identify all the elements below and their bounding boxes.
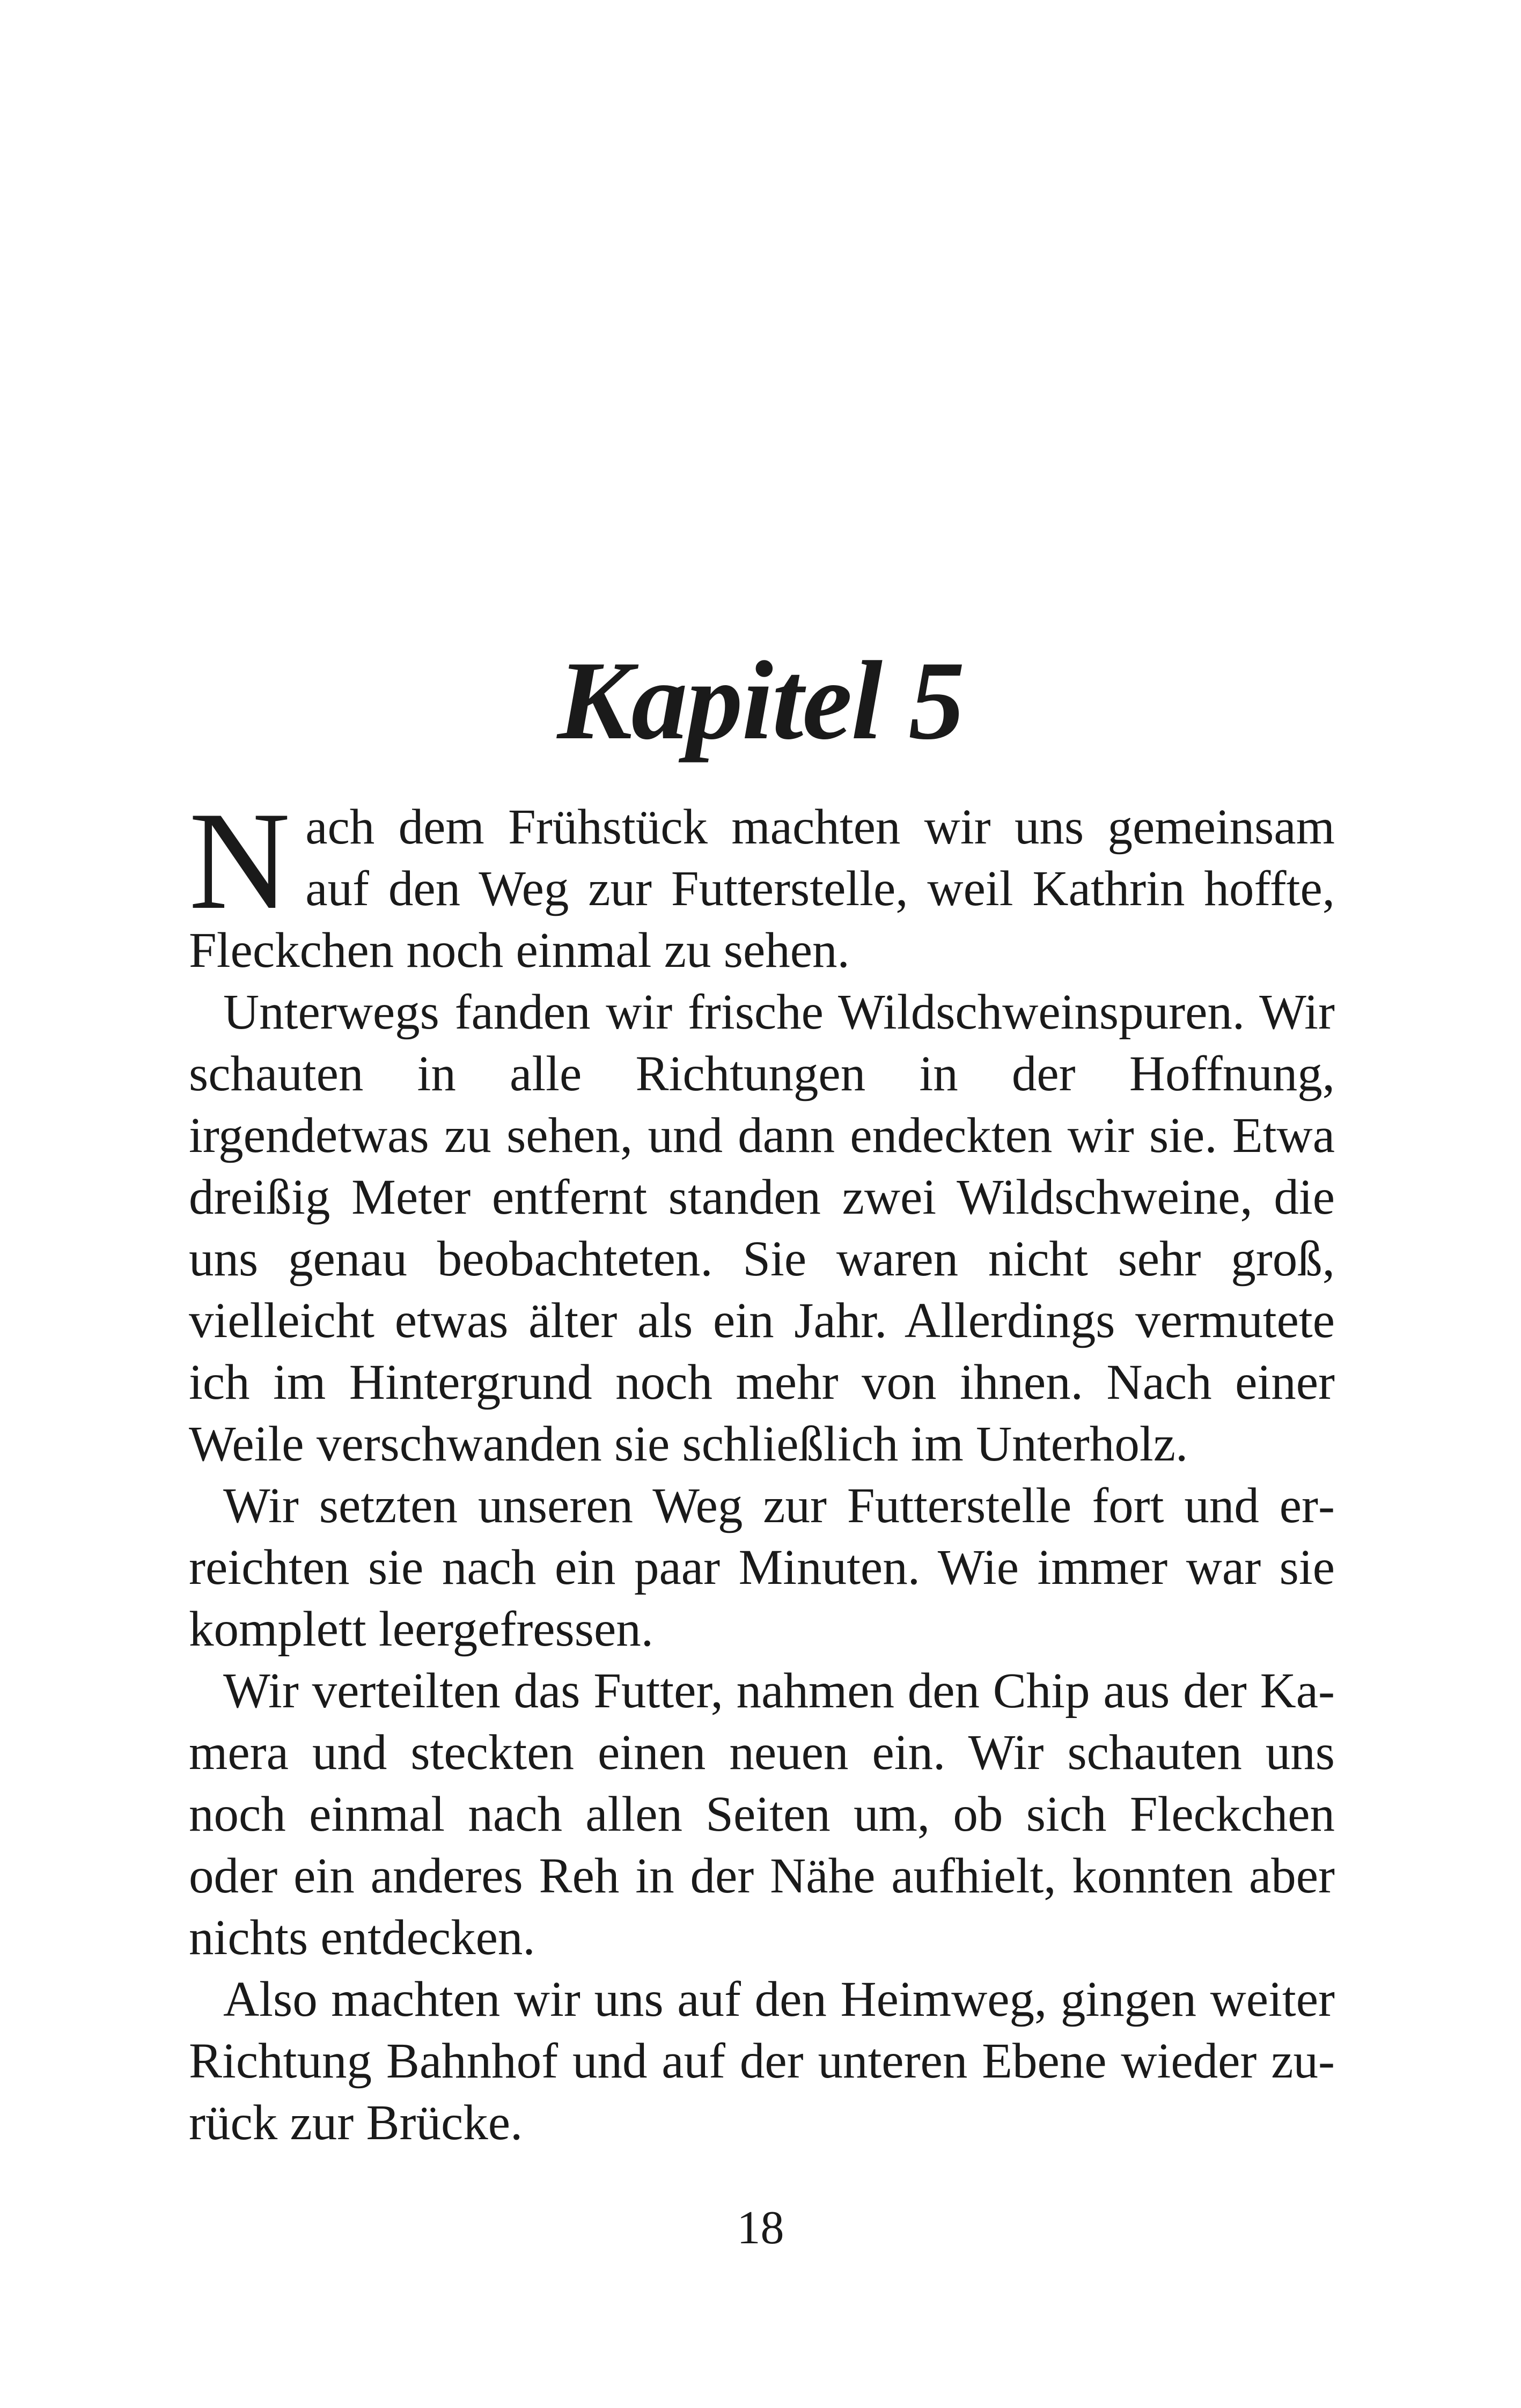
drop-cap: N [189,783,291,938]
chapter-title: Kapitel 5 [557,638,964,763]
page-number: 18 [737,2202,784,2254]
paragraph-1 [189,783,1335,981]
paragraph-text: ach dem Frühstück machten wir uns gemeinsam auf den Weg zur Futterstelle, weil Kathrin hoffte, Fleckchen noch einmal zu sehen. [189,799,1335,978]
paragraph-5: Also machten wir uns auf den Heimweg, gingen weiter Richtung Bahnhof und auf der unteren Ebene wieder zurück zur Brücke. [189,1972,1335,2150]
paragraph-2: Unterwegs fanden wir frische Wildschweinspuren. Wir schauten in alle Richtungen in der Hoffnung, irgendetwas zu sehen, und dann endeckten wir sie. Etwa dreißig Meter entfernt standen zwei Wildschweine, die uns genau beobachteten. Sie waren nicht sehr groß, vielleicht etwas älter als ein Jahr. Allerdings vermutete ich im Hintergrund noch mehr von ihnen. Nach einer Weile verschwanden sie schließlich im Unterholz. [189,985,1335,1472]
chapter-body [189,783,1335,2154]
paragraph-3: Wir setzten unseren Weg zur Futterstelle fort und erreichten sie nach ein paar Minuten. Wie immer war sie komplett leergefressen. [189,1478,1335,1657]
paragraph-4: Wir verteilten das Futter, nahmen den Chip aus der Kamera und steckten einen neuen ein. Wir schauten uns noch einmal nach allen Seiten um, ob sich Fleckchen oder ein anderes Reh in der Nähe aufhielt, konnten aber nichts entdecken. [189,1663,1335,1965]
